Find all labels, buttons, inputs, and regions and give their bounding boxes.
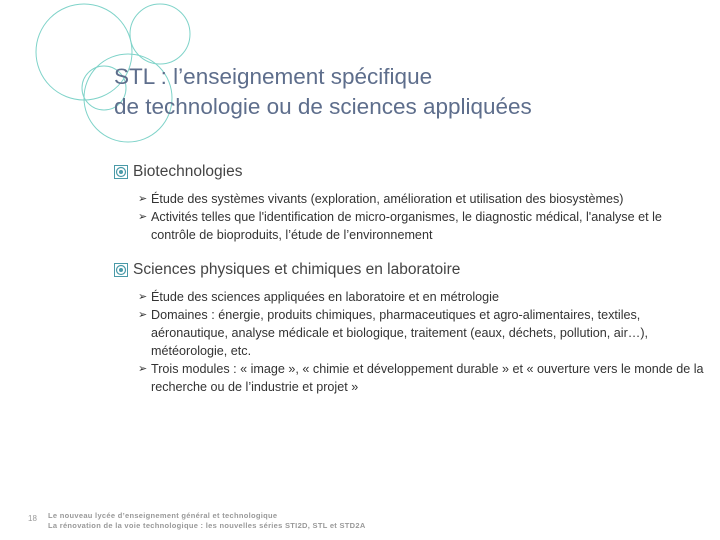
list-item <box>138 306 704 360</box>
list-item-text: Trois modules : « image », « chimie et développement durable » et « ouverture vers le monde de la recherche ou de l’industrie et projet » <box>151 362 704 394</box>
target-bullet-icon <box>114 165 128 179</box>
item-list <box>138 288 704 396</box>
arrow-bullet-icon: ➢ <box>138 193 148 205</box>
list-item <box>138 288 704 306</box>
page-number: 18 <box>28 514 37 523</box>
title-line-1: STL : l’enseignement spécifique <box>114 64 433 89</box>
section-heading <box>114 258 704 282</box>
footer-line-2: La rénovation de la voie technologique : les nouvelles séries STI2D, STL et STD2A <box>48 521 366 530</box>
list-item <box>138 360 704 396</box>
list-item <box>138 190 704 208</box>
arrow-bullet-icon: ➢ <box>138 309 148 321</box>
target-bullet-icon <box>114 263 128 277</box>
list-item-text: Étude des sciences appliquées en laboratoire et en métrologie <box>151 290 499 304</box>
list-item-text: Activités telles que l'identification de micro-organismes, le diagnostic médical, l'analyse et le contrôle de bioproduits, l’étude de l’environnement <box>151 210 662 242</box>
title-line-2: de technologie ou de sciences appliquées <box>114 94 532 119</box>
footer-line-1: Le nouveau lycée d’enseignement général et technologique <box>48 511 278 520</box>
section-sciences-physiques <box>114 258 704 396</box>
arrow-bullet-icon: ➢ <box>138 363 148 375</box>
slide-title <box>114 62 694 122</box>
list-item-text: Étude des systèmes vivants (exploration, amélioration et utilisation des biosystèmes) <box>151 192 624 206</box>
arrow-bullet-icon: ➢ <box>138 211 148 223</box>
arrow-bullet-icon: ➢ <box>138 291 148 303</box>
section-heading-text: Biotechnologies <box>133 163 243 180</box>
footer-text <box>48 511 366 531</box>
item-list <box>138 190 704 244</box>
section-heading-text: Sciences physiques et chimiques en laboratoire <box>133 261 461 278</box>
section-biotechnologies <box>114 160 704 244</box>
list-item-text: Domaines : énergie, produits chimiques, pharmaceutiques et agro-alimentaires, textiles, aéronautique, analyse médicale et biologique, traitement (eaux, déchets, pollution, air…), météorologie, etc. <box>151 308 649 358</box>
section-heading <box>114 160 704 184</box>
list-item <box>138 208 704 244</box>
